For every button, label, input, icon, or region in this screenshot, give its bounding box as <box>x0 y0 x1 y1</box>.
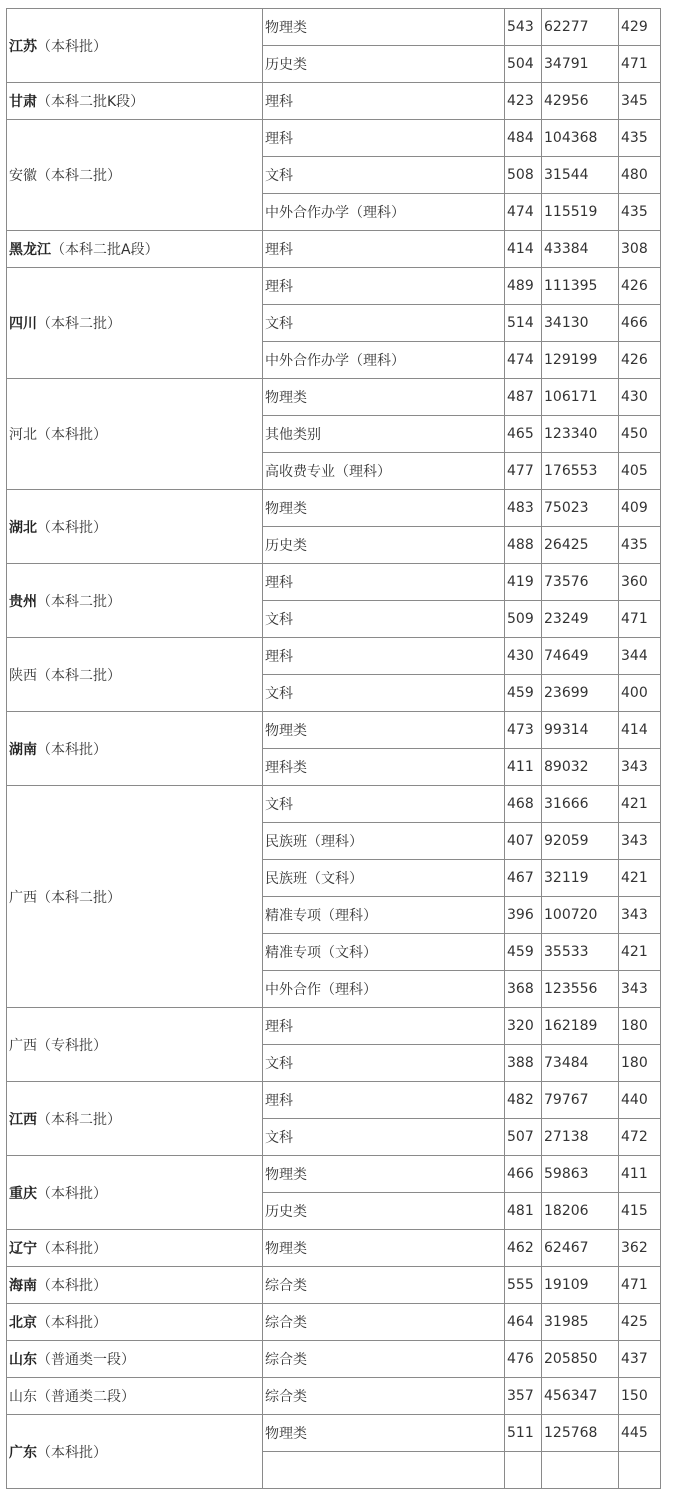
category-cell: 文科 <box>263 601 505 638</box>
batch-label: （本科二批K段） <box>37 94 145 110</box>
min-rank-cell: 129199 <box>542 342 619 379</box>
min-score-cell: 489 <box>505 268 542 305</box>
province-name: 江西 <box>9 1111 37 1128</box>
category-cell: 理科 <box>263 1008 505 1045</box>
province-name: 北京 <box>9 1315 37 1331</box>
min-score-cell: 484 <box>505 120 542 157</box>
min-score-cell: 467 <box>505 860 542 897</box>
control-line-cell: 471 <box>619 1267 661 1304</box>
min-rank-cell: 125768 <box>542 1415 619 1452</box>
province-name: 四川 <box>9 316 37 332</box>
category-cell: 中外合作（理科） <box>263 971 505 1008</box>
min-score-cell: 543 <box>505 9 542 46</box>
province-cell <box>7 1008 263 1082</box>
min-score-cell: 357 <box>505 1378 542 1415</box>
control-line-cell: 466 <box>619 305 661 342</box>
min-rank-cell: 74649 <box>542 638 619 675</box>
batch-label: （普通类一段） <box>37 1352 135 1368</box>
category-cell: 综合类 <box>263 1341 505 1378</box>
min-rank-cell: 31544 <box>542 157 619 194</box>
table-row <box>7 712 661 749</box>
min-score-cell: 482 <box>505 1082 542 1119</box>
min-score-cell <box>505 1452 542 1489</box>
category-cell: 理科 <box>263 268 505 305</box>
batch-label: （本科批） <box>37 1444 107 1461</box>
category-cell: 历史类 <box>263 527 505 564</box>
batch-label: （本科批） <box>37 519 107 536</box>
table-row <box>7 1415 661 1452</box>
control-line-cell: 435 <box>619 194 661 231</box>
control-line-cell: 430 <box>619 379 661 416</box>
province-cell <box>7 490 263 564</box>
table-row <box>7 268 661 305</box>
min-score-cell: 465 <box>505 416 542 453</box>
batch-label: 广西（本科二批） <box>9 889 121 906</box>
province-cell <box>7 1230 263 1267</box>
min-score-cell: 509 <box>505 601 542 638</box>
category-cell: 历史类 <box>263 1193 505 1230</box>
batch-label: （本科批） <box>37 1241 107 1257</box>
min-score-cell: 459 <box>505 675 542 712</box>
min-rank-cell: 26425 <box>542 527 619 564</box>
control-line-cell: 425 <box>619 1304 661 1341</box>
province-cell <box>7 379 263 490</box>
min-rank-cell: 73576 <box>542 564 619 601</box>
control-line-cell <box>619 1452 661 1489</box>
min-rank-cell: 34791 <box>542 46 619 83</box>
table-row <box>7 1378 661 1415</box>
control-line-cell: 400 <box>619 675 661 712</box>
min-score-cell: 476 <box>505 1341 542 1378</box>
control-line-cell: 414 <box>619 712 661 749</box>
category-cell: 物理类 <box>263 1156 505 1193</box>
min-rank-cell: 92059 <box>542 823 619 860</box>
category-cell: 文科 <box>263 157 505 194</box>
province-cell <box>7 638 263 712</box>
min-rank-cell: 43384 <box>542 231 619 268</box>
category-cell: 理科 <box>263 231 505 268</box>
province-cell <box>7 268 263 379</box>
table-row <box>7 786 661 823</box>
province-cell <box>7 1082 263 1156</box>
category-cell: 物理类 <box>263 1415 505 1452</box>
table-row <box>7 1156 661 1193</box>
min-rank-cell: 73484 <box>542 1045 619 1082</box>
min-rank-cell: 34130 <box>542 305 619 342</box>
category-cell: 综合类 <box>263 1304 505 1341</box>
province-cell <box>7 564 263 638</box>
control-line-cell: 471 <box>619 601 661 638</box>
min-score-cell: 473 <box>505 712 542 749</box>
province-name: 湖北 <box>9 519 37 536</box>
table-row <box>7 638 661 675</box>
min-rank-cell: 35533 <box>542 934 619 971</box>
table-body <box>7 9 661 1489</box>
batch-label: 河北（本科批） <box>9 427 107 443</box>
min-rank-cell: 106171 <box>542 379 619 416</box>
control-line-cell: 421 <box>619 934 661 971</box>
category-cell: 其他类别 <box>263 416 505 453</box>
min-rank-cell: 59863 <box>542 1156 619 1193</box>
province-name: 甘肃 <box>9 94 37 110</box>
province-name: 贵州 <box>9 593 37 610</box>
province-name: 重庆 <box>9 1185 37 1202</box>
province-name: 山东 <box>9 1352 37 1368</box>
control-line-cell: 343 <box>619 823 661 860</box>
control-line-cell: 308 <box>619 231 661 268</box>
control-line-cell: 437 <box>619 1341 661 1378</box>
table-row <box>7 1082 661 1119</box>
min-score-cell: 468 <box>505 786 542 823</box>
min-rank-cell: 111395 <box>542 268 619 305</box>
min-rank-cell: 89032 <box>542 749 619 786</box>
control-line-cell: 426 <box>619 342 661 379</box>
min-rank-cell: 42956 <box>542 83 619 120</box>
province-cell <box>7 120 263 231</box>
province-name: 广东 <box>9 1444 37 1461</box>
batch-label: 广西（专科批） <box>9 1037 107 1054</box>
province-cell <box>7 83 263 120</box>
control-line-cell: 421 <box>619 786 661 823</box>
batch-label: （本科二批） <box>37 1111 121 1128</box>
min-score-cell: 508 <box>505 157 542 194</box>
batch-label: （本科批） <box>37 1315 107 1331</box>
province-cell <box>7 712 263 786</box>
province-cell <box>7 231 263 268</box>
control-line-cell: 343 <box>619 897 661 934</box>
category-cell: 文科 <box>263 1119 505 1156</box>
batch-label: （本科批） <box>37 38 107 55</box>
min-rank-cell: 23699 <box>542 675 619 712</box>
min-rank-cell: 99314 <box>542 712 619 749</box>
table-row <box>7 1304 661 1341</box>
control-line-cell: 180 <box>619 1045 661 1082</box>
table-row <box>7 379 661 416</box>
control-line-cell: 405 <box>619 453 661 490</box>
province-name: 江苏 <box>9 38 37 55</box>
table-row <box>7 1230 661 1267</box>
province-name: 黑龙江 <box>9 242 51 258</box>
min-score-cell: 511 <box>505 1415 542 1452</box>
batch-label: 陕西（本科二批） <box>9 667 121 684</box>
min-rank-cell: 31985 <box>542 1304 619 1341</box>
table-row <box>7 1341 661 1378</box>
control-line-cell: 472 <box>619 1119 661 1156</box>
min-rank-cell: 205850 <box>542 1341 619 1378</box>
control-line-cell: 343 <box>619 971 661 1008</box>
min-score-cell: 474 <box>505 194 542 231</box>
category-cell: 高收费专业（理科） <box>263 453 505 490</box>
category-cell: 理科 <box>263 1082 505 1119</box>
batch-label: （本科批） <box>37 1185 107 1202</box>
table-row <box>7 1267 661 1304</box>
category-cell: 中外合作办学（理科） <box>263 342 505 379</box>
control-line-cell: 421 <box>619 860 661 897</box>
min-score-cell: 414 <box>505 231 542 268</box>
control-line-cell: 415 <box>619 1193 661 1230</box>
category-cell: 物理类 <box>263 712 505 749</box>
table-row <box>7 231 661 268</box>
category-cell: 文科 <box>263 675 505 712</box>
min-score-cell: 430 <box>505 638 542 675</box>
min-rank-cell <box>542 1452 619 1489</box>
category-cell: 精准专项（理科） <box>263 897 505 934</box>
province-cell <box>7 9 263 83</box>
min-score-cell: 555 <box>505 1267 542 1304</box>
control-line-cell: 429 <box>619 9 661 46</box>
min-score-cell: 459 <box>505 934 542 971</box>
min-rank-cell: 456347 <box>542 1378 619 1415</box>
control-line-cell: 360 <box>619 564 661 601</box>
batch-label: 安徽（本科二批） <box>9 168 121 184</box>
category-cell: 文科 <box>263 305 505 342</box>
category-cell: 理科 <box>263 638 505 675</box>
category-cell: 文科 <box>263 1045 505 1082</box>
province-cell <box>7 1341 263 1378</box>
category-cell: 物理类 <box>263 9 505 46</box>
control-line-cell: 180 <box>619 1008 661 1045</box>
table-row <box>7 9 661 46</box>
category-cell: 中外合作办学（理科） <box>263 194 505 231</box>
table-row <box>7 490 661 527</box>
category-cell: 理科 <box>263 564 505 601</box>
min-rank-cell: 62467 <box>542 1230 619 1267</box>
min-rank-cell: 27138 <box>542 1119 619 1156</box>
min-rank-cell: 31666 <box>542 786 619 823</box>
control-line-cell: 445 <box>619 1415 661 1452</box>
batch-label: （本科批） <box>37 1278 107 1294</box>
batch-label: （本科二批） <box>37 316 121 332</box>
control-line-cell: 435 <box>619 120 661 157</box>
category-cell: 物理类 <box>263 379 505 416</box>
control-line-cell: 440 <box>619 1082 661 1119</box>
min-score-cell: 368 <box>505 971 542 1008</box>
min-rank-cell: 18206 <box>542 1193 619 1230</box>
province-name: 湖南 <box>9 741 37 758</box>
batch-label: （本科批） <box>37 741 107 758</box>
category-cell: 综合类 <box>263 1267 505 1304</box>
min-rank-cell: 162189 <box>542 1008 619 1045</box>
control-line-cell: 435 <box>619 527 661 564</box>
province-name: 辽宁 <box>9 1241 37 1257</box>
min-rank-cell: 62277 <box>542 9 619 46</box>
control-line-cell: 450 <box>619 416 661 453</box>
control-line-cell: 345 <box>619 83 661 120</box>
control-line-cell: 343 <box>619 749 661 786</box>
min-rank-cell: 75023 <box>542 490 619 527</box>
control-line-cell: 411 <box>619 1156 661 1193</box>
category-cell: 综合类 <box>263 1378 505 1415</box>
min-rank-cell: 23249 <box>542 601 619 638</box>
table-row <box>7 83 661 120</box>
category-cell: 物理类 <box>263 490 505 527</box>
min-score-cell: 407 <box>505 823 542 860</box>
province-cell <box>7 1304 263 1341</box>
min-rank-cell: 115519 <box>542 194 619 231</box>
min-rank-cell: 176553 <box>542 453 619 490</box>
min-score-cell: 388 <box>505 1045 542 1082</box>
min-score-cell: 423 <box>505 83 542 120</box>
min-rank-cell: 19109 <box>542 1267 619 1304</box>
control-line-cell: 471 <box>619 46 661 83</box>
category-cell: 精准专项（文科） <box>263 934 505 971</box>
category-cell: 文科 <box>263 786 505 823</box>
min-rank-cell: 79767 <box>542 1082 619 1119</box>
admission-score-table <box>6 8 661 1489</box>
min-score-cell: 504 <box>505 46 542 83</box>
category-cell <box>263 1452 505 1489</box>
category-cell: 理科类 <box>263 749 505 786</box>
table-row <box>7 564 661 601</box>
table-row <box>7 120 661 157</box>
admission-score-table-container <box>6 8 661 1489</box>
batch-label: 山东（普通类二段） <box>9 1389 135 1405</box>
province-cell <box>7 786 263 1008</box>
control-line-cell: 362 <box>619 1230 661 1267</box>
province-cell <box>7 1378 263 1415</box>
min-score-cell: 481 <box>505 1193 542 1230</box>
control-line-cell: 426 <box>619 268 661 305</box>
control-line-cell: 480 <box>619 157 661 194</box>
min-rank-cell: 123340 <box>542 416 619 453</box>
category-cell: 民族班（理科） <box>263 823 505 860</box>
province-name: 海南 <box>9 1278 37 1294</box>
min-score-cell: 464 <box>505 1304 542 1341</box>
min-score-cell: 507 <box>505 1119 542 1156</box>
min-score-cell: 488 <box>505 527 542 564</box>
table-row <box>7 1008 661 1045</box>
batch-label: （本科二批） <box>37 593 121 610</box>
category-cell: 理科 <box>263 83 505 120</box>
min-score-cell: 483 <box>505 490 542 527</box>
min-rank-cell: 100720 <box>542 897 619 934</box>
min-rank-cell: 123556 <box>542 971 619 1008</box>
province-cell <box>7 1156 263 1230</box>
min-score-cell: 514 <box>505 305 542 342</box>
min-rank-cell: 32119 <box>542 860 619 897</box>
min-score-cell: 487 <box>505 379 542 416</box>
control-line-cell: 409 <box>619 490 661 527</box>
category-cell: 历史类 <box>263 46 505 83</box>
province-cell <box>7 1267 263 1304</box>
min-score-cell: 396 <box>505 897 542 934</box>
min-score-cell: 462 <box>505 1230 542 1267</box>
min-score-cell: 320 <box>505 1008 542 1045</box>
control-line-cell: 150 <box>619 1378 661 1415</box>
min-score-cell: 466 <box>505 1156 542 1193</box>
batch-label: （本科二批A段） <box>51 242 159 258</box>
min-rank-cell: 104368 <box>542 120 619 157</box>
category-cell: 物理类 <box>263 1230 505 1267</box>
min-score-cell: 477 <box>505 453 542 490</box>
category-cell: 民族班（文科） <box>263 860 505 897</box>
control-line-cell: 344 <box>619 638 661 675</box>
category-cell: 理科 <box>263 120 505 157</box>
min-score-cell: 474 <box>505 342 542 379</box>
min-score-cell: 411 <box>505 749 542 786</box>
min-score-cell: 419 <box>505 564 542 601</box>
